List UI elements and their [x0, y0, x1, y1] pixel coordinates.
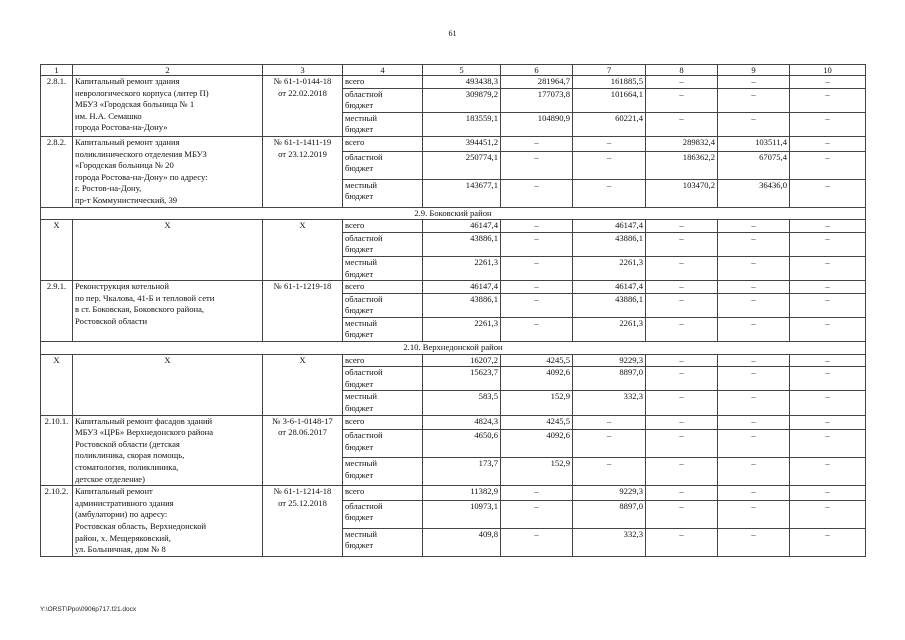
item-name — [73, 486, 263, 557]
funding-source — [343, 391, 423, 415]
document-number — [263, 281, 343, 342]
value-cell-v6: – — [501, 220, 573, 233]
text-line: всего — [345, 354, 365, 365]
value-cell-v6: – — [501, 486, 573, 501]
value-cell-v10: – — [790, 367, 866, 391]
value-cell-v7: 2261,3 — [573, 256, 646, 280]
value-cell-v5: 16207,2 — [423, 354, 501, 367]
value-cell-v5: 2261,3 — [423, 317, 501, 341]
document-number — [263, 136, 343, 207]
value-cell-v9: – — [718, 354, 790, 367]
value-cell-v5: 15623,7 — [423, 367, 501, 391]
value-cell-v9: – — [718, 256, 790, 280]
value-cell-v6: 281964,7 — [501, 76, 573, 89]
text-line: в ст. Боковская, Боковского района, — [75, 304, 205, 315]
value-cell-v7: 46147,4 — [573, 220, 646, 233]
value-cell-v5: 183559,1 — [423, 112, 501, 136]
value-cell-v6: – — [501, 528, 573, 556]
item-number: Х — [41, 220, 73, 281]
file-path-footer: Y:\ORST\Ppo\0906p717.f21.docx — [40, 606, 137, 613]
funding-source — [343, 486, 423, 501]
item-number: 2.10.2. — [41, 486, 73, 557]
value-cell-v5: 2261,3 — [423, 256, 501, 280]
value-cell-v6: – — [501, 151, 573, 179]
document-number — [263, 220, 343, 281]
value-cell-v9: 103511,4 — [718, 136, 790, 151]
text-line: местный — [345, 256, 378, 267]
table-row — [41, 220, 866, 233]
value-cell-v6: – — [501, 317, 573, 341]
value-cell-v10: – — [790, 112, 866, 136]
value-cell-v6: – — [501, 232, 573, 256]
text-line: ул. Больничная, дом № 8 — [75, 544, 166, 555]
value-cell-v6: 177073,8 — [501, 88, 573, 112]
column-number: 5 — [423, 65, 501, 76]
value-cell-v9: – — [718, 112, 790, 136]
text-line: бюджет — [345, 268, 374, 279]
text-line: Х — [299, 220, 306, 231]
value-cell-v8: 103470,2 — [646, 179, 718, 207]
text-line: Х — [164, 220, 171, 231]
value-cell-v7: 43886,1 — [573, 232, 646, 256]
text-line: областной — [345, 430, 383, 441]
text-line: бюджет — [345, 469, 374, 480]
value-cell-v8: – — [646, 415, 718, 430]
item-name — [73, 415, 263, 486]
funding-source — [343, 367, 423, 391]
value-cell-v9: – — [718, 232, 790, 256]
value-cell-v9: – — [718, 486, 790, 501]
column-number: 8 — [646, 65, 718, 76]
value-cell-v9: – — [718, 430, 790, 458]
value-cell-v8: – — [646, 528, 718, 556]
text-line: от 22.02.2018 — [278, 87, 327, 98]
text-line: местный — [345, 458, 378, 469]
value-cell-v8: – — [646, 354, 718, 367]
value-cell-v5: 4650,6 — [423, 430, 501, 458]
text-line: бюджет — [345, 512, 374, 523]
funding-source — [343, 232, 423, 256]
item-number: 2.9.1. — [41, 281, 73, 342]
value-cell-v9: – — [718, 293, 790, 317]
value-cell-v10: – — [790, 500, 866, 528]
page-number: 61 — [448, 29, 457, 38]
value-cell-v8: – — [646, 293, 718, 317]
value-cell-v8: – — [646, 76, 718, 89]
text-line: всего — [345, 136, 365, 147]
funding-source — [343, 293, 423, 317]
value-cell-v10: – — [790, 391, 866, 415]
funding-source — [343, 317, 423, 341]
funding-source — [343, 430, 423, 458]
value-cell-v8: – — [646, 88, 718, 112]
value-cell-v6: – — [501, 500, 573, 528]
text-line: всего — [345, 486, 365, 497]
funding-source — [343, 256, 423, 280]
text-line: всего — [345, 220, 365, 231]
text-line: № 61-1-1411-19 — [273, 136, 332, 147]
value-cell-v6: – — [501, 256, 573, 280]
text-line: по пер. Чкалова, 41-Б и тепловой сети — [75, 292, 215, 303]
item-number: Х — [41, 354, 73, 415]
value-cell-v10: – — [790, 76, 866, 89]
value-cell-v7: – — [573, 179, 646, 207]
text-line: областной — [345, 500, 383, 511]
value-cell-v6: 4092,6 — [501, 430, 573, 458]
value-cell-v6: – — [501, 179, 573, 207]
value-cell-v7: – — [573, 136, 646, 151]
value-cell-v9: – — [718, 317, 790, 341]
value-cell-v8: – — [646, 256, 718, 280]
document-number — [263, 76, 343, 137]
value-cell-v7: 8897,0 — [573, 367, 646, 391]
column-number: 10 — [790, 65, 866, 76]
item-name — [73, 76, 263, 137]
value-cell-v5: 583,5 — [423, 391, 501, 415]
text-line: местный — [345, 317, 378, 328]
funding-source — [343, 281, 423, 294]
column-number: 6 — [501, 65, 573, 76]
text-line: пр-т Коммунистический, 39 — [75, 194, 178, 205]
text-line: бюджет — [345, 191, 374, 202]
text-line: всего — [345, 76, 365, 86]
value-cell-v6: – — [501, 293, 573, 317]
table-row — [41, 415, 866, 430]
value-cell-v8: – — [646, 486, 718, 501]
value-cell-v6: 152,9 — [501, 391, 573, 415]
text-line: бюджет — [345, 244, 374, 255]
value-cell-v9: – — [718, 88, 790, 112]
text-line: областной — [345, 232, 383, 243]
text-line: города Ростова-на-Дону» — [75, 122, 168, 133]
value-cell-v8: 186362,2 — [646, 151, 718, 179]
item-name — [73, 354, 263, 415]
text-line: Ростовской области — [75, 315, 148, 326]
value-cell-v7: 332,3 — [573, 391, 646, 415]
value-cell-v5: 43886,1 — [423, 232, 501, 256]
value-cell-v10: – — [790, 281, 866, 294]
column-number: 7 — [573, 65, 646, 76]
funding-source — [343, 112, 423, 136]
value-cell-v7: – — [573, 151, 646, 179]
text-line: стоматология, поликлиника, — [75, 462, 179, 472]
value-cell-v10: – — [790, 179, 866, 207]
value-cell-v9: – — [718, 415, 790, 430]
funding-source — [343, 76, 423, 89]
text-line: местный — [345, 112, 378, 123]
text-line: район, х. Мещеряковский, — [75, 532, 171, 543]
table-row — [41, 354, 866, 367]
table-row — [41, 281, 866, 294]
value-cell-v9: – — [718, 500, 790, 528]
text-line: бюджет — [345, 378, 374, 389]
text-line: областной — [345, 367, 383, 378]
value-cell-v10: – — [790, 88, 866, 112]
value-cell-v6: 4245,5 — [501, 415, 573, 430]
value-cell-v9: – — [718, 391, 790, 415]
section-title: 2.9. Боковский район — [41, 207, 866, 220]
value-cell-v8: – — [646, 500, 718, 528]
table-row — [41, 136, 866, 151]
value-cell-v5: 11382,9 — [423, 486, 501, 501]
value-cell-v7: 101664,1 — [573, 88, 646, 112]
value-cell-v7: – — [573, 415, 646, 430]
table-row — [41, 76, 866, 89]
section-title: 2.10. Верхнедонской район — [41, 342, 866, 355]
value-cell-v5: 250774,1 — [423, 151, 501, 179]
value-cell-v7: 43886,1 — [573, 293, 646, 317]
value-cell-v5: 4824,3 — [423, 415, 501, 430]
text-line: Ростовской области (детская — [75, 438, 180, 449]
value-cell-v7: – — [573, 430, 646, 458]
value-cell-v8: – — [646, 367, 718, 391]
value-cell-v10: – — [790, 256, 866, 280]
value-cell-v9: – — [718, 281, 790, 294]
document-number — [263, 415, 343, 486]
value-cell-v9: – — [718, 367, 790, 391]
value-cell-v10: – — [790, 458, 866, 486]
text-line: бюджет — [345, 305, 374, 316]
value-cell-v7: 9229,3 — [573, 354, 646, 367]
value-cell-v9: – — [718, 76, 790, 89]
funding-source — [343, 179, 423, 207]
value-cell-v10: – — [790, 317, 866, 341]
text-line: областной — [345, 88, 383, 99]
value-cell-v7: 60221,4 — [573, 112, 646, 136]
value-cell-v6: – — [501, 136, 573, 151]
text-line: «Городская больница № 20 — [75, 160, 174, 171]
section-row — [41, 207, 866, 220]
item-name — [73, 136, 263, 207]
value-cell-v5: 394451,2 — [423, 136, 501, 151]
value-cell-v10: – — [790, 136, 866, 151]
value-cell-v7: – — [573, 458, 646, 486]
text-line: (амбулатории) по адресу: — [75, 509, 168, 520]
column-number-row — [41, 65, 866, 76]
funding-source — [343, 415, 423, 430]
text-line: бюджет — [345, 403, 374, 414]
text-line: поликлинического отделения МБУЗ — [75, 148, 207, 159]
funding-source — [343, 354, 423, 367]
value-cell-v6: 104890,9 — [501, 112, 573, 136]
value-cell-v5: 46147,4 — [423, 220, 501, 233]
value-cell-v10: – — [790, 486, 866, 501]
text-line: Капитальный ремонт фасадов зданий — [75, 415, 213, 426]
text-line: бюджет — [345, 441, 374, 452]
value-cell-v5: 409,8 — [423, 528, 501, 556]
funding-source — [343, 528, 423, 556]
text-line: поликлиника, скорая помощь, — [75, 450, 185, 461]
text-line: им. Н.А. Семашко — [75, 110, 142, 121]
value-cell-v6: 4245,5 — [501, 354, 573, 367]
value-cell-v7: 2261,3 — [573, 317, 646, 341]
text-line: бюджет — [345, 540, 374, 551]
value-cell-v8: – — [646, 112, 718, 136]
funding-source — [343, 88, 423, 112]
text-line: всего — [345, 281, 365, 292]
column-number: 4 — [343, 65, 423, 76]
value-cell-v9: – — [718, 528, 790, 556]
funding-source — [343, 136, 423, 151]
document-number — [263, 486, 343, 557]
text-line: № 3-6-1-0148-17 — [272, 415, 333, 426]
text-line: бюджет — [345, 329, 374, 340]
table-row — [41, 486, 866, 501]
value-cell-v6: 4092,6 — [501, 367, 573, 391]
text-line: от 25.12.2018 — [278, 497, 327, 508]
text-line: Х — [299, 354, 306, 365]
text-line: № 61-1-1219-18 — [273, 281, 332, 292]
value-cell-v5: 173,7 — [423, 458, 501, 486]
column-number: 9 — [718, 65, 790, 76]
text-line: МБУЗ «Городская больница № 1 — [75, 99, 195, 110]
value-cell-v6: 152,9 — [501, 458, 573, 486]
text-line: местный — [345, 391, 378, 402]
table-body — [41, 65, 866, 557]
item-number: 2.8.2. — [41, 136, 73, 207]
item-name — [73, 281, 263, 342]
item-number: 2.8.1. — [41, 76, 73, 137]
value-cell-v8: – — [646, 232, 718, 256]
value-cell-v8: – — [646, 220, 718, 233]
text-line: административного здания — [75, 497, 174, 508]
value-cell-v9: 36436,0 — [718, 179, 790, 207]
value-cell-v10: – — [790, 430, 866, 458]
text-line: детское отделение) — [75, 473, 145, 484]
value-cell-v7: 332,3 — [573, 528, 646, 556]
value-cell-v10: – — [790, 232, 866, 256]
value-cell-v10: – — [790, 528, 866, 556]
text-line: Капитальный ремонт здания — [75, 136, 180, 147]
value-cell-v8: – — [646, 391, 718, 415]
text-line: Ростовская область, Верхнедонской — [75, 520, 207, 531]
value-cell-v7: 8897,0 — [573, 500, 646, 528]
value-cell-v9: – — [718, 220, 790, 233]
value-cell-v10: – — [790, 151, 866, 179]
value-cell-v5: 309879,2 — [423, 88, 501, 112]
text-line: областной — [345, 151, 383, 162]
value-cell-v5: 493438,3 — [423, 76, 501, 89]
funding-source — [343, 151, 423, 179]
value-cell-v8: – — [646, 317, 718, 341]
column-number: 1 — [41, 65, 73, 76]
text-line: всего — [345, 415, 365, 426]
text-line: Капитальный ремонт здания — [75, 76, 180, 86]
text-line: Х — [164, 354, 171, 365]
value-cell-v7: 9229,3 — [573, 486, 646, 501]
column-number: 2 — [73, 65, 263, 76]
value-cell-v5: 43886,1 — [423, 293, 501, 317]
document-number — [263, 354, 343, 415]
value-cell-v7: 161885,5 — [573, 76, 646, 89]
value-cell-v5: 143677,1 — [423, 179, 501, 207]
text-line: № 61-1-1214-18 — [273, 486, 332, 497]
program-table — [40, 64, 866, 557]
text-line: МБУЗ «ЦРБ» Верхнедонского района — [75, 427, 214, 438]
section-row — [41, 342, 866, 355]
value-cell-v9: 67075,4 — [718, 151, 790, 179]
text-line: Капитальный ремонт — [75, 486, 153, 497]
text-line: неврологического корпуса (литер П) — [75, 87, 209, 98]
text-line: бюджет — [345, 100, 374, 111]
item-name — [73, 220, 263, 281]
value-cell-v10: – — [790, 415, 866, 430]
funding-source — [343, 458, 423, 486]
value-cell-v5: 10973,1 — [423, 500, 501, 528]
text-line: г. Ростов-на-Дону, — [75, 183, 142, 194]
text-line: областной — [345, 293, 383, 304]
text-line: от 28.06.2017 — [278, 427, 327, 438]
text-line: бюджет — [345, 124, 374, 135]
item-number: 2.10.1. — [41, 415, 73, 486]
value-cell-v8: 289832,4 — [646, 136, 718, 151]
text-line: бюджет — [345, 163, 374, 174]
text-line: Реконструкция котельной — [75, 281, 169, 292]
value-cell-v10: – — [790, 354, 866, 367]
value-cell-v7: 46147,4 — [573, 281, 646, 294]
value-cell-v9: – — [718, 458, 790, 486]
funding-source — [343, 500, 423, 528]
value-cell-v10: – — [790, 293, 866, 317]
funding-source — [343, 220, 423, 233]
text-line: местный — [345, 528, 378, 539]
text-line: местный — [345, 179, 378, 190]
text-line: № 61-1-0144-18 — [273, 76, 332, 86]
value-cell-v8: – — [646, 430, 718, 458]
value-cell-v8: – — [646, 458, 718, 486]
value-cell-v8: – — [646, 281, 718, 294]
value-cell-v5: 46147,4 — [423, 281, 501, 294]
value-cell-v6: – — [501, 281, 573, 294]
text-line: города Ростова-на-Дону» по адресу: — [75, 171, 208, 182]
value-cell-v10: – — [790, 220, 866, 233]
text-line: от 23.12.2019 — [278, 148, 327, 159]
column-number: 3 — [263, 65, 343, 76]
